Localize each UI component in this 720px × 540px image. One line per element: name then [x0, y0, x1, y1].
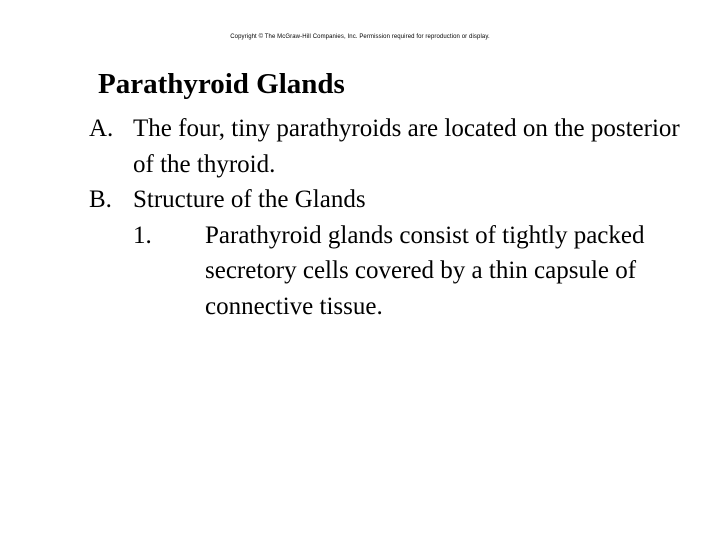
outline-marker-b1: 1.	[133, 221, 152, 249]
outline-text-b1: Parathyroid glands consist of tightly packed secretory cells covered by a thin capsule of connective tissue.	[205, 221, 645, 320]
copyright-notice: Copyright © The McGraw-Hill Companies, Inc. Permission required for reproduction or display.	[230, 34, 490, 40]
outline-item-a	[0, 111, 720, 182]
outline-item-b	[0, 182, 720, 218]
slide-title: Parathyroid Glands	[98, 68, 345, 100]
slide-outline	[0, 111, 720, 324]
outline-text-a: The four, tiny parathyroids are located on the posterior of the thyroid.	[133, 115, 680, 178]
outline-text-b: Structure of the Glands	[133, 186, 366, 213]
outline-item-b1	[0, 218, 720, 325]
outline-marker-b: B.	[89, 186, 112, 213]
outline-marker-a: A.	[89, 115, 114, 142]
